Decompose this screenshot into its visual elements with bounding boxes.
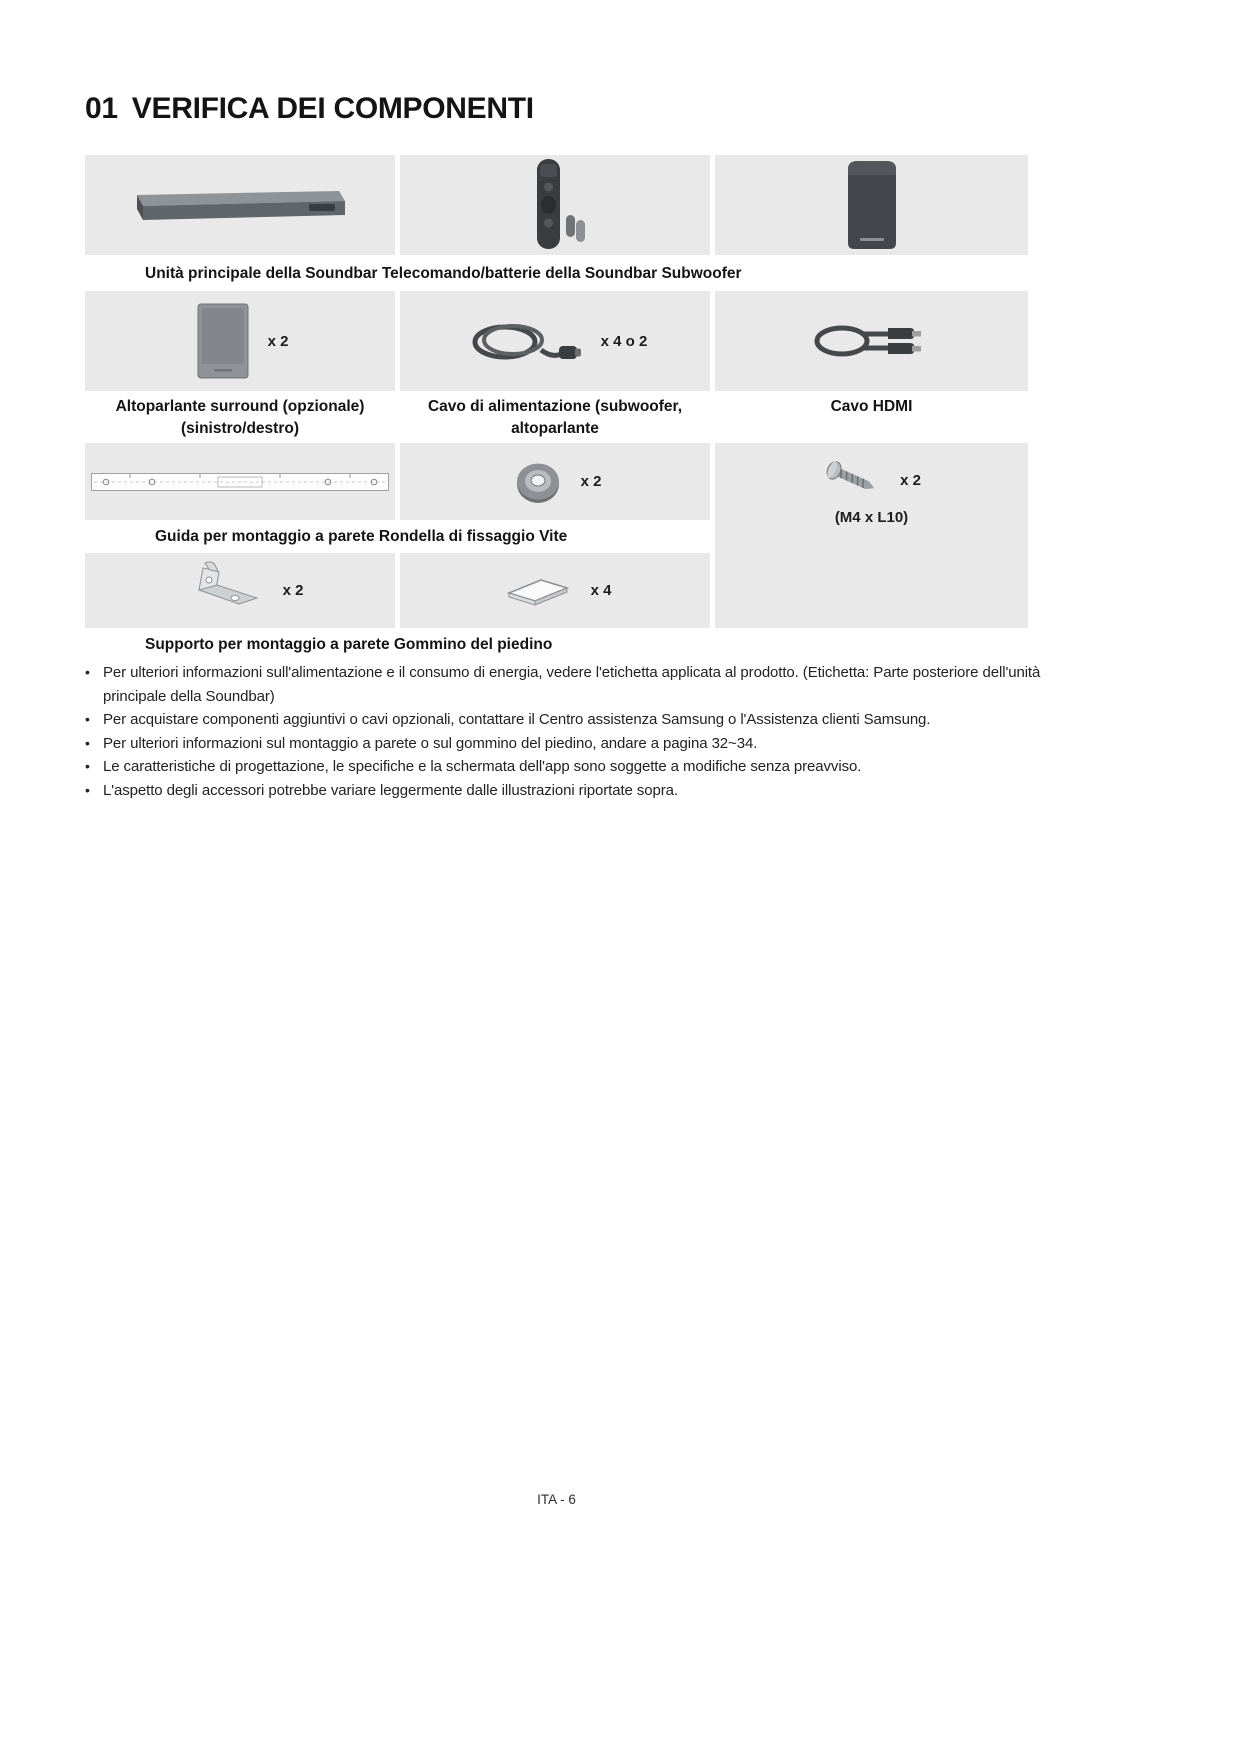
washer-image [509, 456, 567, 508]
subwoofer-box [715, 155, 1028, 255]
qty-label: x 4 o 2 [600, 332, 648, 350]
bullet-icon: • [85, 781, 90, 798]
subwoofer-image [836, 159, 908, 251]
row4-caption: Supporto per montaggio a parete Gommino del piedino [145, 636, 553, 653]
label-line: (sinistro/destro) [181, 420, 299, 437]
label-line: Cavo HDMI [830, 398, 913, 415]
note-item [85, 755, 1105, 779]
bullet-icon: • [85, 711, 90, 727]
wall-mount-bracket-box [85, 553, 395, 628]
note-text: L'aspetto degli accessori potrebbe variare leggermente dalle illustrazioni riportate sopra. [103, 781, 678, 799]
note-text: Le caratteristiche di progettazione, le specifiche e la schermata dell'app sono soggette a modifiche senza preavviso. [103, 758, 862, 775]
hdmi-cable-label [715, 396, 1028, 418]
label-line: Altoparlante surround (opzionale) [115, 398, 365, 415]
rubber-foot-image [499, 573, 577, 609]
qty-label: x 4 [590, 582, 612, 599]
surround-speaker-image [192, 301, 254, 381]
soundbar-image [125, 179, 355, 231]
row3-caption: Guida per montaggio a parete Rondella di fissaggio Vite [155, 528, 568, 545]
surround-speaker-label [85, 396, 395, 440]
remote-box [400, 155, 710, 255]
screw-spec-label: (M4 x L10) [834, 509, 909, 526]
soundbar-box [85, 155, 395, 255]
wall-mount-guide-box [85, 443, 395, 520]
screw-box [715, 443, 1028, 628]
washer-box [400, 443, 710, 520]
note-item [85, 661, 1105, 708]
note-item [85, 779, 1105, 803]
hdmi-cable-box [715, 291, 1028, 391]
power-cable-box [400, 291, 710, 391]
section-title: VERIFICA DEI COMPONENTI [131, 92, 534, 125]
note-item [85, 708, 1105, 732]
note-item [85, 732, 1105, 756]
qty-label: x 2 [900, 471, 921, 489]
section-number: 01 [85, 92, 118, 125]
note-text: Per acquistare componenti aggiuntivi o cavi opzionali, contattare il Centro assistenza Samsung o l'Assistenza clienti Samsung. [103, 711, 931, 728]
qty-label: x 2 [267, 332, 289, 350]
label-line: Cavo di alimentazione (subwoofer, altoparlante [427, 398, 683, 437]
page-number: ITA - 6 [537, 1492, 576, 1507]
screw-group [822, 459, 921, 501]
surround-speaker-box [85, 291, 395, 391]
qty-label: x 2 [282, 582, 304, 599]
hdmi-cable-image [806, 317, 938, 365]
screw-image [822, 459, 888, 501]
bullet-icon: • [85, 734, 90, 751]
note-text: Per ulteriori informazioni sul montaggio a parete o sul gommino del piedino, andare a pagina 32~34. [103, 734, 758, 752]
row1-caption: Unità principale della Soundbar Telecomando/batterie della Soundbar Subwoofer [145, 265, 742, 282]
power-cable-image [463, 313, 587, 369]
bullet-icon: • [85, 758, 90, 774]
rubber-foot-box [400, 553, 710, 628]
page-title [85, 92, 534, 126]
qty-label: x 2 [580, 473, 602, 490]
notes-list [85, 661, 1105, 802]
bullet-icon: • [85, 664, 90, 680]
remote-batteries-image [511, 157, 599, 253]
wall-mount-guide-image [90, 469, 390, 495]
wall-mount-bracket-image [177, 558, 269, 624]
note-text: Per ulteriori informazioni sull'alimentazione e il consumo di energia, vedere l'etichetta applicata al prodotto. (Etichetta: Parte posteriore dell'unità principale della Soundbar) [103, 664, 1041, 705]
